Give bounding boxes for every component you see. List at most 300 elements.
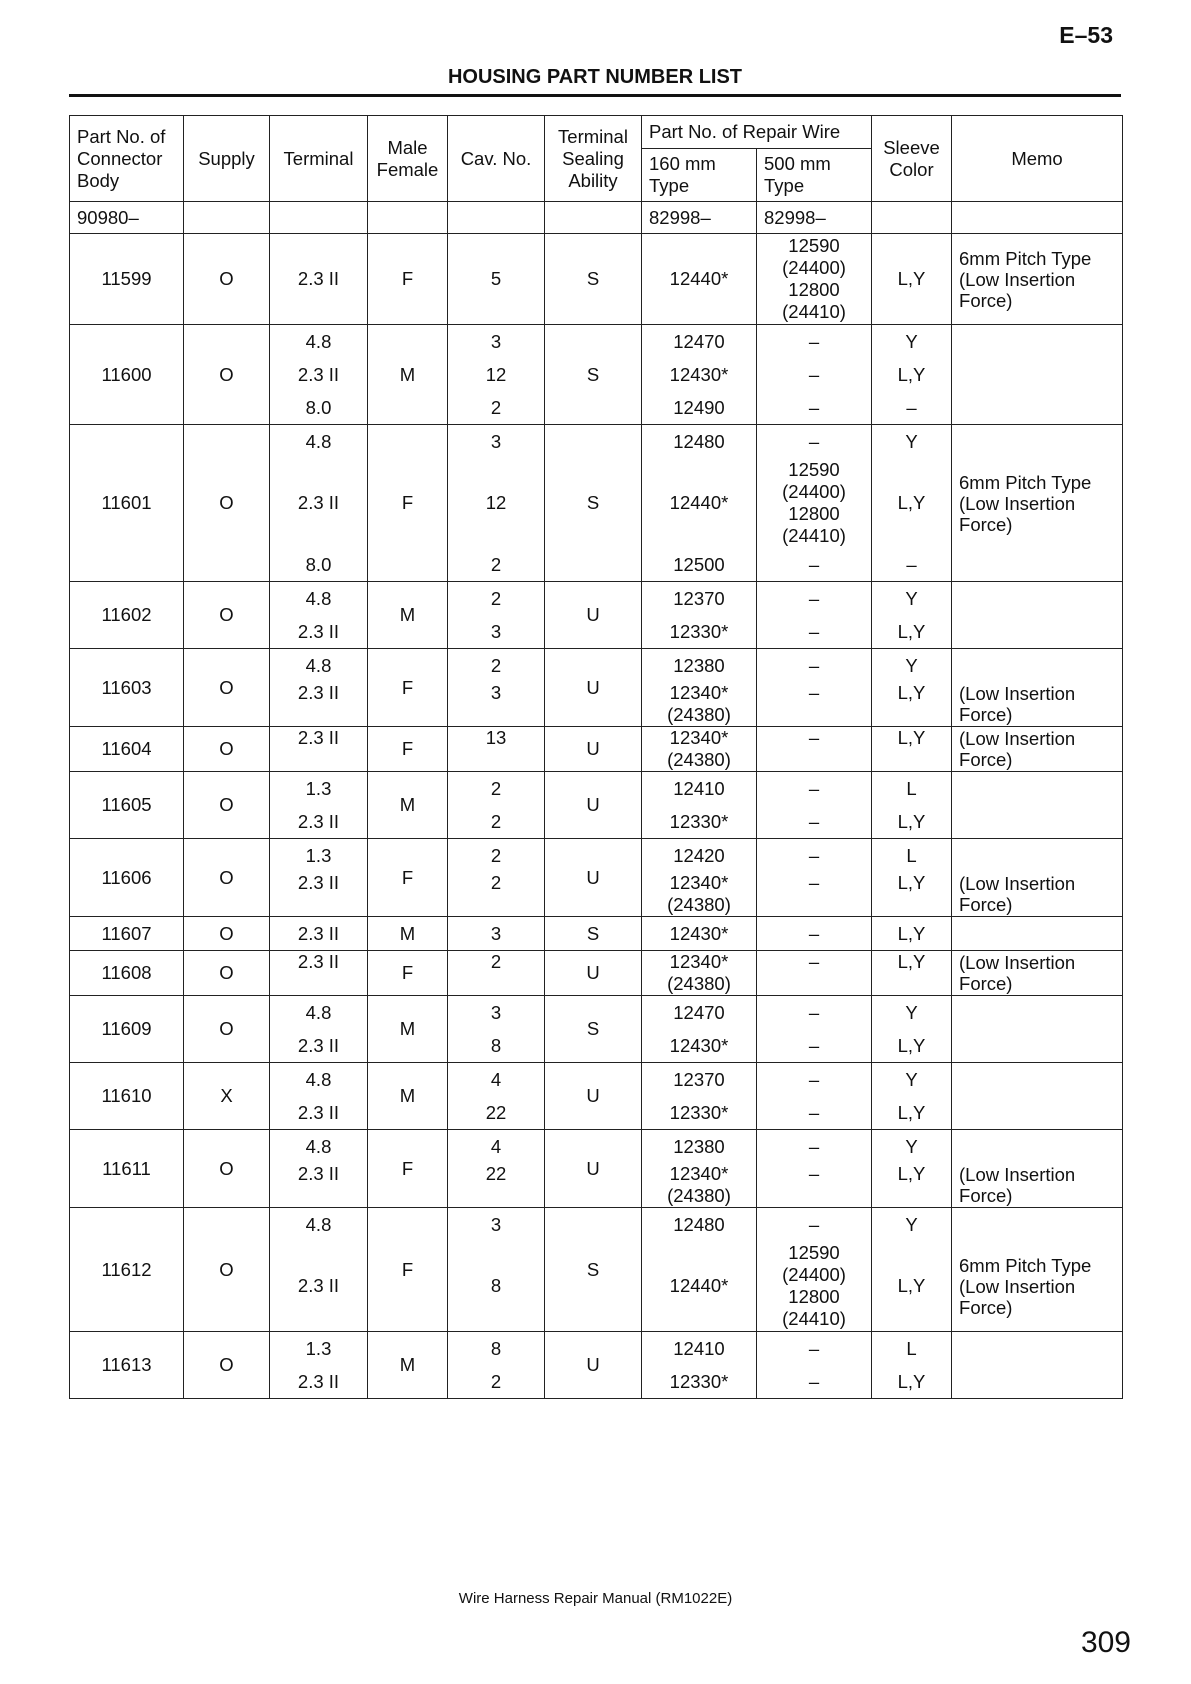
sealing-cell: S [545,234,642,325]
sealing-cell: S [545,996,642,1063]
sleeve-value: L,Y [897,1163,926,1184]
memo-cell [952,951,1123,996]
wire-500-cell [757,1332,872,1399]
wire-500-value-part: 12800 [788,1286,840,1307]
wire-500-value: – [808,1371,820,1392]
page-code: E–53 [1059,22,1113,48]
wire-160-value-part: 12340* [669,872,729,893]
wire-160-value: 12440* [669,1275,729,1296]
wire-500-value: – [808,1136,820,1157]
sleeve-value: Y [905,655,918,676]
terminal-value: 1.3 [305,1338,332,1359]
cav-value: 13 [485,727,507,748]
wire-160-cell [642,727,757,772]
table-row [70,996,1123,1063]
terminal-value: 2.3 II [297,923,340,944]
memo-cell [952,325,1123,425]
terminal-value: 2.3 II [297,1035,340,1056]
col-header-memo: Memo [952,116,1123,202]
sleeve-value: L,Y [897,872,926,893]
sealing-cell: U [545,727,642,772]
col-header-part-no: Part No. of Connector Body [70,116,184,202]
sealing-cell: U [545,582,642,649]
terminal-value: 4.8 [305,588,332,609]
sleeve-value: Y [905,331,918,352]
connector-body-cell: 11612 [70,1208,184,1332]
wire-500-value-part: (24400) [782,481,846,502]
sleeve-value: – [906,554,917,575]
table-row [70,1130,1123,1208]
wire-160-value-part: (24380) [667,704,731,725]
terminal-value: 1.3 [305,845,332,866]
wire-160-value: 12380 [673,655,725,676]
cav-no-cell [448,1130,545,1208]
terminal-value: 4.8 [305,1002,332,1023]
wire-500-value: – [808,923,820,944]
table-row [70,727,1123,772]
connector-body-cell: 11600 [70,325,184,425]
terminal-value: 2.3 II [297,364,340,385]
memo-cell [952,772,1123,839]
wire-500-value: – [808,682,820,703]
cav-value: 3 [490,1002,502,1023]
cav-value: 12 [485,364,507,385]
sealing-cell: S [545,917,642,951]
wire-160-value-part: 12340* [669,1163,729,1184]
sleeve-value: L,Y [897,1371,926,1392]
wire-500-value: – [808,554,820,575]
wire-500-value-part: (24400) [782,1264,846,1285]
supply-cell: O [184,649,270,727]
wire-160-value: 12410 [673,1338,725,1359]
supply-cell: O [184,996,270,1063]
terminal-value: 8.0 [305,397,332,418]
terminal-value: 4.8 [305,1136,332,1157]
memo-line: 6mm Pitch Type [959,1254,1092,1276]
terminal-cell [270,1063,368,1130]
wire-160-value [642,682,756,726]
sleeve-value: Y [905,588,918,609]
memo-value [959,1365,1122,1398]
cav-no-cell [448,996,545,1063]
cav-value: 2 [490,397,502,418]
table-row [70,917,1123,951]
wire160-prefix: 82998– [642,202,757,234]
terminal-value: 2.3 II [297,951,340,972]
wire-500-cell [757,234,872,325]
cav-value: 3 [490,621,502,642]
table-row [70,425,1123,582]
male-female-cell: F [368,649,448,727]
memo-value [959,682,1122,726]
col-header-sleeve: Sleeve Color [872,116,952,202]
memo-value [959,234,1122,324]
wire-160-value: 12430* [669,923,729,944]
terminal-value: 2.3 II [297,682,340,703]
wire-160-value: 12420 [673,845,725,866]
sleeve-value: L,Y [897,923,926,944]
terminal-cell [270,649,368,727]
male-female-cell: M [368,582,448,649]
connector-body-cell: 11601 [70,425,184,582]
table-row [70,772,1123,839]
memo-value [959,582,1122,615]
prefix-row [70,202,1123,234]
terminal-cell [270,1332,368,1399]
cav-value: 2 [490,951,502,972]
table-row [70,1332,1123,1399]
memo-value [959,1332,1122,1365]
cav-value: 8 [490,1275,502,1296]
terminal-cell [270,772,368,839]
cav-value: 2 [490,655,502,676]
memo-cell [952,839,1123,917]
sleeve-cell [872,1130,952,1208]
connector-body-cell: 11610 [70,1063,184,1130]
terminal-cell [270,1130,368,1208]
male-female-cell: F [368,1130,448,1208]
memo-value [959,1029,1122,1062]
sealing-cell: S [545,325,642,425]
connector-body-cell: 11602 [70,582,184,649]
memo-cell [952,234,1123,325]
supply-cell: O [184,582,270,649]
memo-value [959,615,1122,648]
terminal-cell [270,996,368,1063]
terminal-cell [270,325,368,425]
wire-500-cell [757,951,872,996]
connector-body-cell: 11599 [70,234,184,325]
wire-500-cell [757,996,872,1063]
wire-160-cell [642,1332,757,1399]
connector-body-cell: 11613 [70,1332,184,1399]
memo-line: 6mm Pitch Type [959,471,1092,493]
memo-line: Force) [959,289,1013,311]
cav-no-cell [448,951,545,996]
wire-160-value-part: (24380) [667,749,731,770]
col-header-supply: Supply [184,116,270,202]
wire-160-value: 12490 [673,397,725,418]
wire-500-value-part: 12590 [788,459,840,480]
terminal-cell [270,839,368,917]
sleeve-value: L,Y [897,1102,926,1123]
terminal-cell [270,582,368,649]
sleeve-value: L [906,845,917,866]
wire-160-value: 12330* [669,1102,729,1123]
memo-line: Force) [959,1185,1013,1206]
cav-no-cell [448,917,545,951]
wire-500-value: – [808,1102,820,1123]
supply-cell: O [184,1332,270,1399]
sleeve-value: L,Y [897,364,926,385]
cav-value: 2 [490,811,502,832]
memo-cell [952,1130,1123,1208]
terminal-value: 2.3 II [297,1275,340,1296]
wire-500-value: – [808,1069,820,1090]
sleeve-value: Y [905,1002,918,1023]
sleeve-value: L,Y [897,492,926,513]
footer-manual: Wire Harness Repair Manual (RM1022E) [458,1590,733,1607]
memo-line: (Low Insertion [959,728,1076,749]
memo-value [959,1130,1122,1163]
wire-160-cell [642,1063,757,1130]
male-female-cell: F [368,425,448,582]
memo-value [959,1096,1122,1129]
memo-value [959,1208,1122,1241]
terminal-value: 2.3 II [297,1371,340,1392]
wire-500-value: – [808,727,820,748]
wire-160-cell [642,772,757,839]
table-row [70,839,1123,917]
wire-500-value: – [808,397,820,418]
housing-part-table [69,115,1123,1399]
wire-500-value: – [808,811,820,832]
terminal-cell [270,1208,368,1332]
wire-160-value: 12430* [669,364,729,385]
wire-500-value-part: 12590 [788,1242,840,1263]
sleeve-value: Y [905,431,918,452]
memo-value [959,917,1122,950]
memo-cell [952,996,1123,1063]
sleeve-cell [872,582,952,649]
memo-line: Force) [959,894,1013,915]
sealing-cell: U [545,839,642,917]
wire-500-value: – [808,431,820,452]
wire-500-cell [757,1130,872,1208]
cav-no-cell [448,1063,545,1130]
memo-value [959,872,1122,916]
wire-160-value [642,951,756,995]
wire-500-value-part: (24400) [782,257,846,278]
memo-line: Force) [959,704,1013,725]
wire-500-value: – [808,588,820,609]
wire-160-value: 12370 [673,588,725,609]
terminal-value: 2.3 II [297,872,340,893]
memo-line: (Low Insertion [959,1164,1076,1185]
wire-160-value [642,727,756,771]
male-female-cell: M [368,917,448,951]
wire-500-value: – [808,364,820,385]
wire-500-cell [757,582,872,649]
table-row [70,582,1123,649]
sleeve-value: Y [905,1069,918,1090]
wire-500-value: – [808,951,820,972]
wire-500-value-part: 12800 [788,503,840,524]
cav-value: 2 [490,872,502,893]
wire-500-cell [757,649,872,727]
wire-160-cell [642,234,757,325]
cav-value: 5 [490,268,502,289]
terminal-cell [270,917,368,951]
wire-160-value: 12370 [673,1069,725,1090]
terminal-value: 2.3 II [297,1102,340,1123]
terminal-value: 2.3 II [297,492,340,513]
connector-body-cell: 11608 [70,951,184,996]
memo-value [959,1063,1122,1096]
terminal-cell [270,951,368,996]
sleeve-value: L,Y [897,621,926,642]
memo-cell [952,1063,1123,1130]
sleeve-value: L,Y [897,268,926,289]
male-female-cell: F [368,951,448,996]
table-row [70,1063,1123,1130]
sealing-cell: U [545,649,642,727]
wire-160-value-part: 12340* [669,951,729,972]
wire-160-value-part: 12340* [669,682,729,703]
memo-cell [952,727,1123,772]
wire-500-value [757,1241,871,1331]
sleeve-cell [872,425,952,582]
sleeve-cell [872,649,952,727]
title-rule [69,94,1121,97]
wire500-prefix: 82998– [757,202,872,234]
memo-value [959,391,1122,424]
terminal-value: 2.3 II [297,727,340,748]
wire-160-value: 12480 [673,431,725,452]
wire-160-cell [642,649,757,727]
connector-body-cell: 11611 [70,1130,184,1208]
sleeve-value: – [906,397,917,418]
cav-no-cell [448,727,545,772]
memo-value [959,1241,1122,1331]
sleeve-value: L,Y [897,727,926,748]
sleeve-value: L,Y [897,682,926,703]
memo-value [959,805,1122,838]
table-row [70,951,1123,996]
table-row [70,234,1123,325]
wire-160-value-part: (24380) [667,894,731,915]
wire-160-value [642,1163,756,1207]
memo-value [959,649,1122,682]
cav-no-cell [448,425,545,582]
memo-value [959,358,1122,391]
sleeve-value: Y [905,1136,918,1157]
wire-500-value: – [808,1002,820,1023]
memo-value [959,996,1122,1029]
sleeve-cell [872,234,952,325]
supply-cell: O [184,727,270,772]
supply-cell: O [184,839,270,917]
wire-500-value: – [808,778,820,799]
cav-value: 8 [490,1338,502,1359]
wire-160-value-part: (24380) [667,1185,731,1206]
wire-500-cell [757,839,872,917]
wire-500-value: – [808,1035,820,1056]
wire-160-value: 12330* [669,811,729,832]
supply-cell: O [184,234,270,325]
sleeve-value: L [906,778,917,799]
page-number: 309 [1080,1626,1131,1659]
wire-160-value: 12380 [673,1136,725,1157]
supply-cell: O [184,325,270,425]
sealing-cell: S [545,1208,642,1332]
male-female-cell: F [368,1208,448,1332]
wire-500-value [757,234,871,324]
supply-cell: O [184,1130,270,1208]
sleeve-value: L,Y [897,1035,926,1056]
wire-160-value: 12470 [673,331,725,352]
sleeve-value: L,Y [897,811,926,832]
wire-160-value: 12480 [673,1214,725,1235]
cav-value: 2 [490,554,502,575]
cav-no-cell [448,649,545,727]
cav-value: 3 [490,431,502,452]
wire-160-cell [642,996,757,1063]
wire-500-value: – [808,331,820,352]
cav-value: 22 [485,1102,507,1123]
terminal-value: 4.8 [305,1069,332,1090]
cav-value: 12 [485,492,507,513]
terminal-value: 4.8 [305,331,332,352]
wire-160-cell [642,425,757,582]
wire-500-value-part: (24410) [782,1308,846,1329]
cav-no-cell [448,325,545,425]
supply-cell: O [184,917,270,951]
cav-no-cell [448,839,545,917]
memo-cell [952,917,1123,951]
terminal-value: 4.8 [305,431,332,452]
col-header-male-female: Male Female [368,116,448,202]
wire-160-cell [642,325,757,425]
wire-160-value-part: 12340* [669,727,729,748]
wire-500-cell [757,1063,872,1130]
memo-value [959,951,1122,995]
sleeve-cell [872,727,952,772]
wire-500-value: – [808,872,820,893]
sealing-cell: S [545,425,642,582]
memo-line: (Low Insertion [959,873,1076,894]
supply-cell: O [184,425,270,582]
col-header-160mm: 160 mm Type [642,149,757,202]
terminal-value: 4.8 [305,655,332,676]
wire-160-value: 12330* [669,1371,729,1392]
connector-body-cell: 11607 [70,917,184,951]
connector-body-cell: 11605 [70,772,184,839]
cav-value: 3 [490,331,502,352]
connector-body-cell: 11604 [70,727,184,772]
terminal-value: 2.3 II [297,1163,340,1184]
terminal-value: 8.0 [305,554,332,575]
memo-cell [952,425,1123,582]
male-female-cell: M [368,325,448,425]
table-row [70,325,1123,425]
wire-500-value-part: 12590 [788,235,840,256]
wire-160-value: 12440* [669,268,729,289]
memo-line: (Low Insertion [959,683,1076,704]
memo-line: 6mm Pitch Type [959,247,1092,269]
supply-cell: O [184,951,270,996]
col-header-terminal: Terminal [270,116,368,202]
wire-160-value: 12430* [669,1035,729,1056]
memo-line: (Low Insertion [959,1275,1076,1297]
wire-160-value: 12330* [669,621,729,642]
sealing-cell: U [545,1130,642,1208]
wire-160-value: 12500 [673,554,725,575]
male-female-cell: F [368,839,448,917]
memo-value [959,772,1122,805]
memo-value [959,325,1122,358]
wire-160-cell [642,839,757,917]
memo-value [959,727,1122,771]
connector-body-cell: 11609 [70,996,184,1063]
sleeve-value: L [906,1338,917,1359]
wire-500-value: – [808,1163,820,1184]
wire-500-cell [757,917,872,951]
connector-body-cell: 11606 [70,839,184,917]
terminal-value: 1.3 [305,778,332,799]
terminal-value: 2.3 II [297,268,340,289]
table-row [70,649,1123,727]
